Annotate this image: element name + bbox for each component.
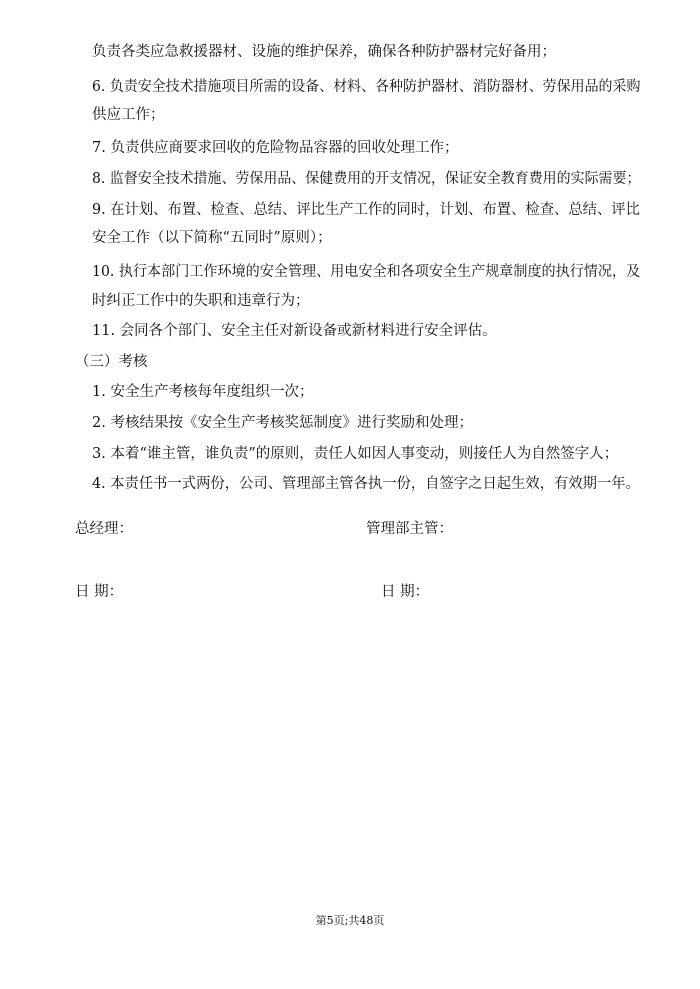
text-line-13: 2. 考核结果按《安全生产考核奖惩制度》进行奖励和处理； bbox=[92, 415, 473, 431]
text-line-12: 1. 安全生产考核每年度组织一次； bbox=[92, 384, 314, 400]
text-line-9: 时纠正工作中的失职和违章行为； bbox=[92, 293, 310, 309]
text-line-8: 10. 执行本部门工作环境的安全管理、用电安全和各项安全生产规章制度的执行情况，及 bbox=[92, 264, 641, 280]
date-label-left: 日 期： bbox=[75, 584, 124, 600]
general-manager-signature-label: 总经理： bbox=[75, 521, 133, 537]
text-line-2: 6. 负责安全技术措施项目所需的设备、材料、各种防护器材、消防器材、劳保用品的采购 bbox=[92, 79, 641, 95]
text-line-1: 负责各类应急救援器材、设施的维护保养，确保各种防护器材完好备用； bbox=[92, 44, 556, 60]
text-line-10: 11. 会同各个部门、安全主任对新设备或新材料进行安全评估。 bbox=[92, 323, 497, 339]
text-line-3: 供应工作； bbox=[92, 107, 165, 123]
text-line-4: 7. 负责供应商要求回收的危险物品容器的回收处理工作； bbox=[92, 140, 459, 156]
text-line-15: 4. 本责任书一式两份，公司、管理部主管各执一份，自签字之日起生效，有效期一年。 bbox=[92, 476, 640, 492]
text-line-6: 9. 在计划、布置、检查、总结、评比生产工作的同时，计划、布置、检查、总结、评比 bbox=[92, 202, 640, 218]
text-line-5: 8. 监督安全技术措施、劳保用品、保健费用的开支情况，保证安全教育费用的实际需要； bbox=[92, 171, 641, 187]
text-line-14: 3. 本着“谁主管，谁负责”的原则，责任人如因人事变动，则接任人为自然签字人； bbox=[92, 446, 619, 462]
page-number-footer: 第5页;共48页 bbox=[315, 914, 385, 927]
date-label-right: 日 期： bbox=[381, 584, 430, 600]
text-line-7: 安全工作（以下简称“五同时”原则）； bbox=[92, 230, 332, 246]
dept-manager-signature-label: 管理部主管： bbox=[366, 521, 453, 537]
section-heading-assessment: （三）考核 bbox=[75, 354, 148, 370]
